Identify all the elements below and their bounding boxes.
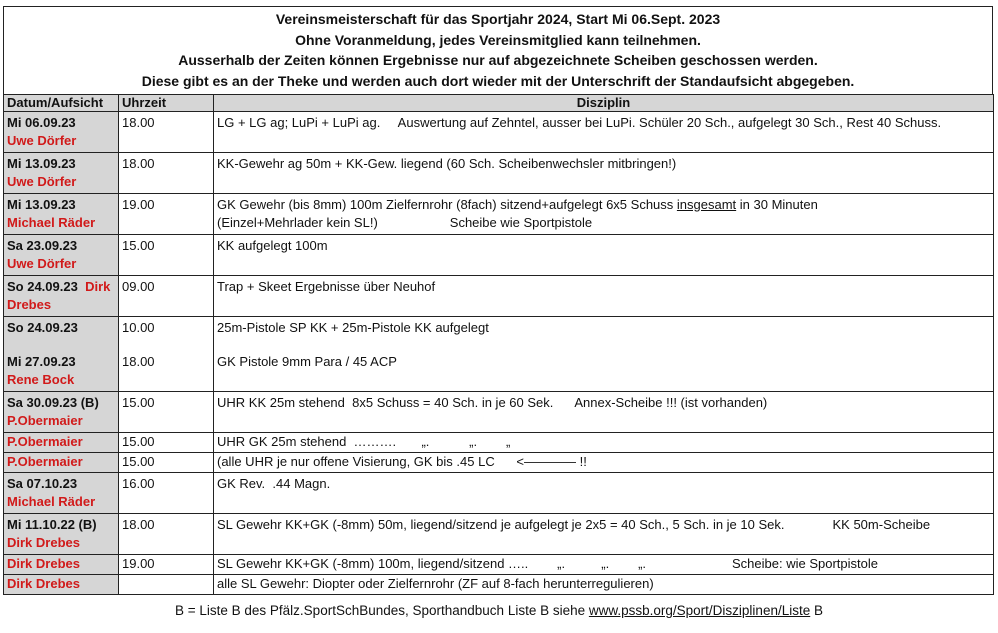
discipline-cell: (alle UHR je nur offene Visierung, GK bis .45 LC <———— !!: [214, 453, 994, 473]
row-date: So 24.09.23: [7, 320, 78, 335]
table-row: [4, 317, 994, 392]
footer-tail: B: [810, 603, 823, 618]
discipline-cell: Trap + Skeet Ergebnisse über Neuhof: [214, 276, 994, 317]
row-date: Mi 13.09.23: [7, 156, 76, 171]
discipline-cell: [214, 194, 994, 235]
discipline-text: 25m-Pistole SP KK + 25m-Pistole KK aufgelegt: [217, 320, 489, 335]
row-supervisor: Michael Räder: [7, 494, 96, 509]
row-date: Mi 11.10.22 (B): [7, 517, 97, 532]
discipline-text: SL Gewehr KK+GK (-8mm) 50m, liegend/sitzend je aufgelegt je 2x5 = 40 Sch., 5 Sch. in je 10 Sek.: [217, 517, 785, 532]
discipline-text: GK Gewehr (bis 8mm) 100m Zielfernrohr (8fach) sitzend+aufgelegt 6x5 Schuss: [217, 197, 677, 212]
discipline-cell: LG + LG ag; LuPi + LuPi ag. Auswertung auf Zehntel, ausser bei LuPi. Schüler 20 Sch., aufgelegt 30 Sch., Rest 40 Schuss.: [214, 112, 994, 153]
date-cell: [4, 473, 119, 514]
row-date: Sa 23.09.23: [7, 238, 78, 253]
column-header-date: Datum/Aufsicht: [4, 95, 119, 112]
column-header-time: Uhrzeit: [119, 95, 214, 112]
row-supervisor: Dirk Drebes: [7, 556, 80, 571]
discipline-text-end: in 30 Minuten: [736, 197, 818, 212]
row-supervisor: Dirk Drebes: [7, 576, 80, 591]
table-row: [4, 276, 994, 317]
date-cell: [4, 514, 119, 555]
time-cell: 18.00: [119, 112, 214, 153]
date-cell: [4, 194, 119, 235]
time-cell: 19.00: [119, 194, 214, 235]
date-cell: [4, 235, 119, 276]
table-row: [4, 555, 994, 575]
date-cell: [4, 392, 119, 433]
row-supervisor-first: Dirk: [85, 279, 111, 294]
date-cell: [4, 317, 119, 392]
table-row: [4, 453, 994, 473]
discipline-cell: UHR KK 25m stehend 8x5 Schuss = 40 Sch. in je 60 Sek. Annex-Scheibe !!! (ist vorhanden): [214, 392, 994, 433]
column-header-discipline: Disziplin: [214, 95, 994, 112]
target-note: Scheibe wie Sportpistole: [449, 215, 593, 230]
time-cell: 18.00: [119, 153, 214, 194]
target-note: Scheibe: wie Sportpistole: [732, 556, 878, 571]
table-row: [4, 433, 994, 453]
date-cell: [4, 575, 119, 595]
row-supervisor: Drebes: [7, 297, 52, 312]
row-date-second: Mi 27.09.23: [7, 354, 76, 369]
discipline-cell: [214, 317, 994, 392]
discipline-cell: alle SL Gewehr: Diopter oder Zielfernrohr (ZF auf 8-fach herunterregulieren): [214, 575, 994, 595]
date-cell: [4, 153, 119, 194]
row-date: Mi 06.09.23: [7, 115, 76, 130]
row-supervisor: Uwe Dörfer: [7, 174, 77, 189]
row-date: Sa 07.10.23: [7, 476, 78, 491]
schedule-sheet: [3, 6, 993, 595]
time-cell: 18.00: [119, 514, 214, 555]
discipline-underlined: insgesamt: [676, 197, 737, 212]
discipline-cell: GK Rev. .44 Magn.: [214, 473, 994, 514]
time-cell: 15.00: [119, 433, 214, 453]
date-cell: [4, 433, 119, 453]
discipline-cell: [214, 514, 994, 555]
time-cell: 16.00: [119, 473, 214, 514]
header-line-1: Vereinsmeisterschaft für das Sportjahr 2024, Start Mi 06.Sept. 2023: [275, 11, 721, 27]
date-cell: [4, 555, 119, 575]
sheet-header: [3, 6, 993, 94]
row-date: Sa 30.09.23 (B): [7, 395, 99, 410]
row-supervisor: Uwe Dörfer: [7, 133, 77, 148]
row-supervisor: P.Obermaier: [7, 454, 83, 469]
discipline-cell: KK-Gewehr ag 50m + KK-Gew. liegend (60 Sch. Scheibenwechsler mitbringen!): [214, 153, 994, 194]
date-cell: [4, 112, 119, 153]
table-row: [4, 392, 994, 433]
time-cell: 09.00: [119, 276, 214, 317]
row-supervisor: Uwe Dörfer: [7, 256, 77, 271]
row-date: So 24.09.23: [7, 279, 78, 294]
table-row: [4, 235, 994, 276]
date-cell: [4, 276, 119, 317]
row-supervisor: Michael Räder: [7, 215, 96, 230]
row-date: Mi 13.09.23: [7, 197, 76, 212]
header-line-2: Ohne Voranmeldung, jedes Vereinsmitglied kann teilnehmen.: [295, 31, 701, 48]
row-supervisor: Rene Bock: [7, 372, 75, 387]
table-row: [4, 473, 994, 514]
time-cell: 15.00: [119, 392, 214, 433]
time-cell: 15.00: [119, 235, 214, 276]
table-row: [4, 514, 994, 555]
schedule-table: [3, 94, 994, 595]
footer-link[interactable]: www.pssb.org/Sport/Disziplinen/Liste: [588, 603, 811, 618]
row-supervisor: P.Obermaier: [7, 413, 83, 428]
target-note: KK 50m-Scheibe: [832, 517, 931, 532]
table-row: [4, 112, 994, 153]
time-cell: 19.00: [119, 555, 214, 575]
discipline-cell: UHR GK 25m stehend ………. „. „. „: [214, 433, 994, 453]
discipline-cell: [214, 555, 994, 575]
table-row: [4, 153, 994, 194]
discipline-cell: KK aufgelegt 100m: [214, 235, 994, 276]
row-supervisor: P.Obermaier: [7, 434, 83, 449]
time-cell: [119, 575, 214, 595]
date-cell: [4, 453, 119, 473]
row-supervisor: Dirk Drebes: [7, 535, 80, 550]
table-row: [4, 194, 994, 235]
row-time-second: 18.00: [122, 354, 155, 369]
header-line-4: Diese gibt es an der Theke und werden auch dort wieder mit der Unterschrift der Standaufsicht abgegeben.: [141, 72, 855, 89]
table-row: [4, 575, 994, 595]
discipline-note: (Einzel+Mehrlader kein SL!): [217, 215, 378, 230]
header-line-3: Ausserhalb der Zeiten können Ergebnisse nur auf abgezeichnete Scheiben geschossen werden.: [178, 52, 818, 68]
discipline-text-second: GK Pistole 9mm Para / 45 ACP: [217, 354, 397, 369]
time-cell: 15.00: [119, 453, 214, 473]
table-header-row: [4, 95, 994, 112]
row-time: 10.00: [122, 320, 155, 335]
footer-text: B = Liste B des Pfälz.SportSchBundes, Sporthandbuch Liste B siehe: [174, 603, 589, 618]
discipline-text: SL Gewehr KK+GK (-8mm) 100m, liegend/sitzend ….. „. „. „.: [217, 556, 647, 571]
footer-note: [0, 603, 998, 618]
time-cell: [119, 317, 214, 392]
